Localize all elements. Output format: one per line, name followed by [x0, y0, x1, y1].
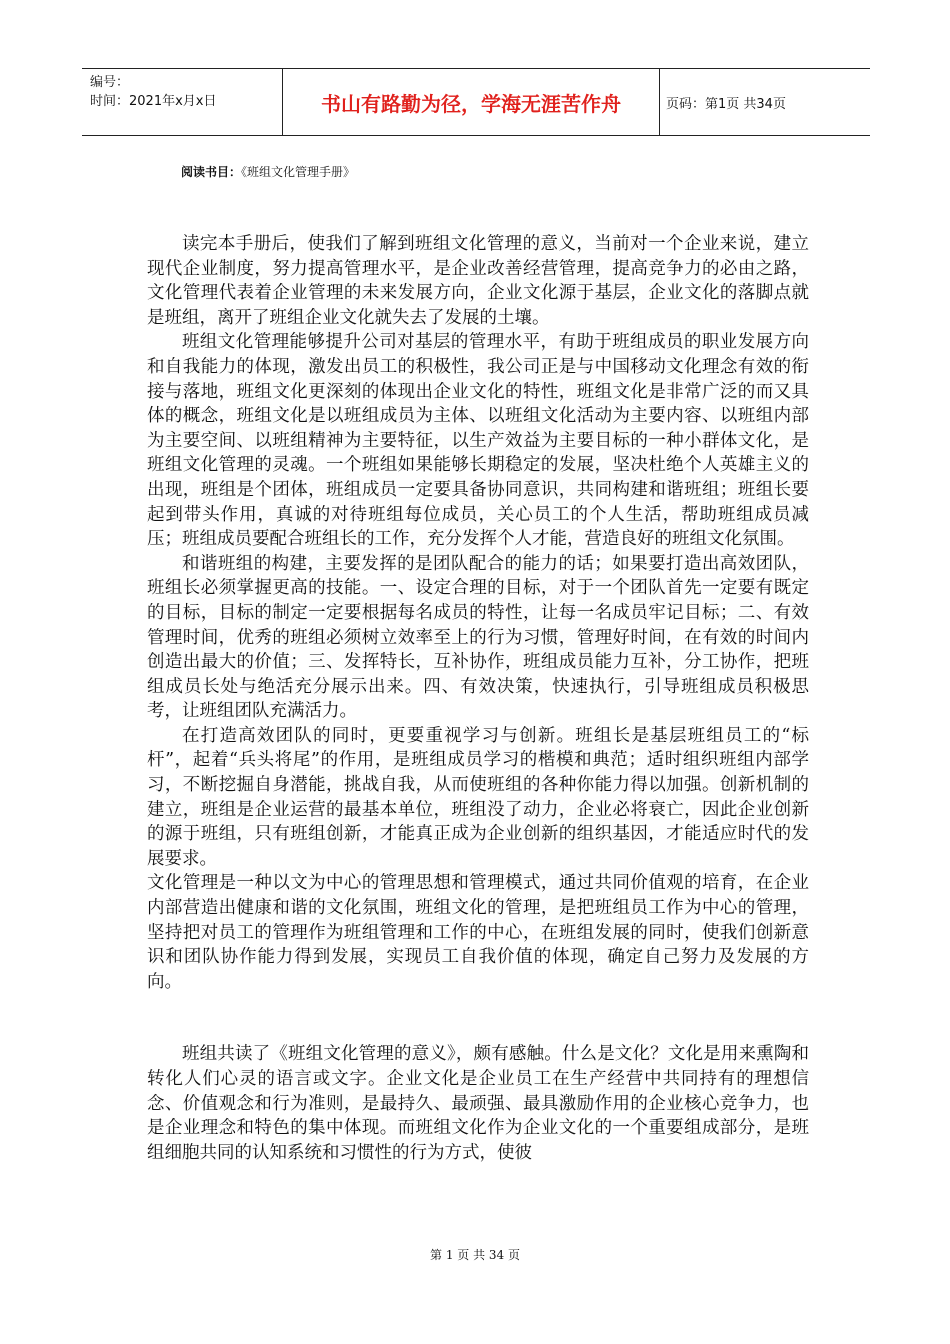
page-footer: 第 1 页 共 34 页 — [430, 1248, 520, 1262]
header-page-info: 页码：第1页 共34页 — [666, 96, 786, 112]
document-number-label: 编号： — [90, 75, 130, 90]
reading-label: 阅读书目： — [181, 165, 242, 179]
document-body — [147, 232, 809, 1165]
header-motto: 书山有路勤为径，学海无涯苦作舟 — [282, 69, 660, 135]
paragraph-4: 在打造高效团队的同时，更要重视学习与创新。班组长是基层班组员工的“标杆”，起着“兵头将尾”的作用，是班组成员学习的楷模和典范；适时组织班组内部学习，不断挖掘自身潜能，挑战自我，从而使班组的各种你能力得以加强。创新机制的建立，班组是企业运营的最基本单位，班组没了动力，企业必将衰亡，因此企业创新的源于班组，只有班组创新，才能真正成为企业创新的组织基因，才能适应时代的发展要求。 — [147, 725, 809, 869]
paragraph-spacer — [147, 994, 809, 1042]
page-header — [82, 68, 870, 136]
paragraph-3: 和谐班组的构建，主要发挥的是团队配合的能力的话；如果要打造出高效团队，班组长必须掌握更高的技能。一、设定合理的目标，对于一个团队首先一定要有既定的目标，目标的制定一定要根据每名成员的特性，让每一名成员牢记目标；二、有效管理时间，优秀的班组必须树立效率至上的行为习惯，管理好时间，在有效的时间内创造出最大的价值；三、发挥特长，互补协作，班组成员能力互补，分工协作，把班组成员长处与绝活充分展示出来。四、有效决策，快速执行，引导班组成员积极思考，让班组团队充满活力。 — [147, 553, 809, 722]
paragraph-1: 读完本手册后，使我们了解到班组文化管理的意义，当前对一个企业来说，建立现代企业制度，努力提高管理水平，是企业改善经营管理，提高竞争力的必由之路，文化管理代表着企业管理的未来发展方向，企业文化源于基层，企业文化的落脚点就是班组，离开了班组企业文化就失去了发展的土壤。 — [147, 234, 809, 328]
paragraph-6: 班组共读了《班组文化管理的意义》，颇有感触。什么是文化？文化是用来熏陶和转化人们心灵的语言或文字。企业文化是企业员工在生产经营中共同持有的理想信念、价值观念和行为准则，是最持久、最顽强、最具激励作用的企业核心竞争力，也是企业理念和特色的集中体现。而班组文化作为企业文化的一个重要组成部分，是班组细胞共同的认知系统和习惯性的行为方式，使彼 — [147, 1044, 809, 1163]
reading-title-line — [181, 163, 355, 180]
document-time-label: 时间：2021年x月x日 — [90, 94, 217, 109]
paragraph-2: 班组文化管理能够提升公司对基层的管理水平，有助于班组成员的职业发展方向和自我能力的体现，激发出员工的积极性，我公司正是与中国移动文化理念有效的衔接与落地，班组文化更深刻的体现出企业文化的特性，班组文化是非常广泛的而又具体的概念，班组文化是以班组成员为主体、以班组文化活动为主要内容、以班组内部为主要空间、以班组精神为主要特征，以生产效益为主要目标的一种小群体文化，是班组文化管理的灵魂。一个班组如果能够长期稳定的发展，坚决杜绝个人英雄主义的出现，班组是个团体，班组成员一定要具备协同意识，共同构建和谐班组；班组长要起到带头作用，真诚的对待班组每位成员，关心员工的个人生活，帮助班组成员减压；班组成员要配合班组长的工作，充分发挥个人才能，营造良好的班组文化氛围。 — [147, 332, 809, 550]
reading-book-title: 《班组文化管理手册》 — [241, 165, 356, 179]
header-meta — [82, 69, 282, 135]
paragraph-5: 文化管理是一种以文为中心的管理思想和管理模式，通过共同价值观的培育，在企业内部营造出健康和谐的文化氛围，班组文化的管理，是把班组员工作为中心的管理，坚持把对员工的管理作为班组管理和工作的中心，在班组发展的同时，使我们创新意识和团队协作能力得到发展，实现员工自我价值的体现，确定自己努力及发展的方向。 — [147, 873, 809, 992]
